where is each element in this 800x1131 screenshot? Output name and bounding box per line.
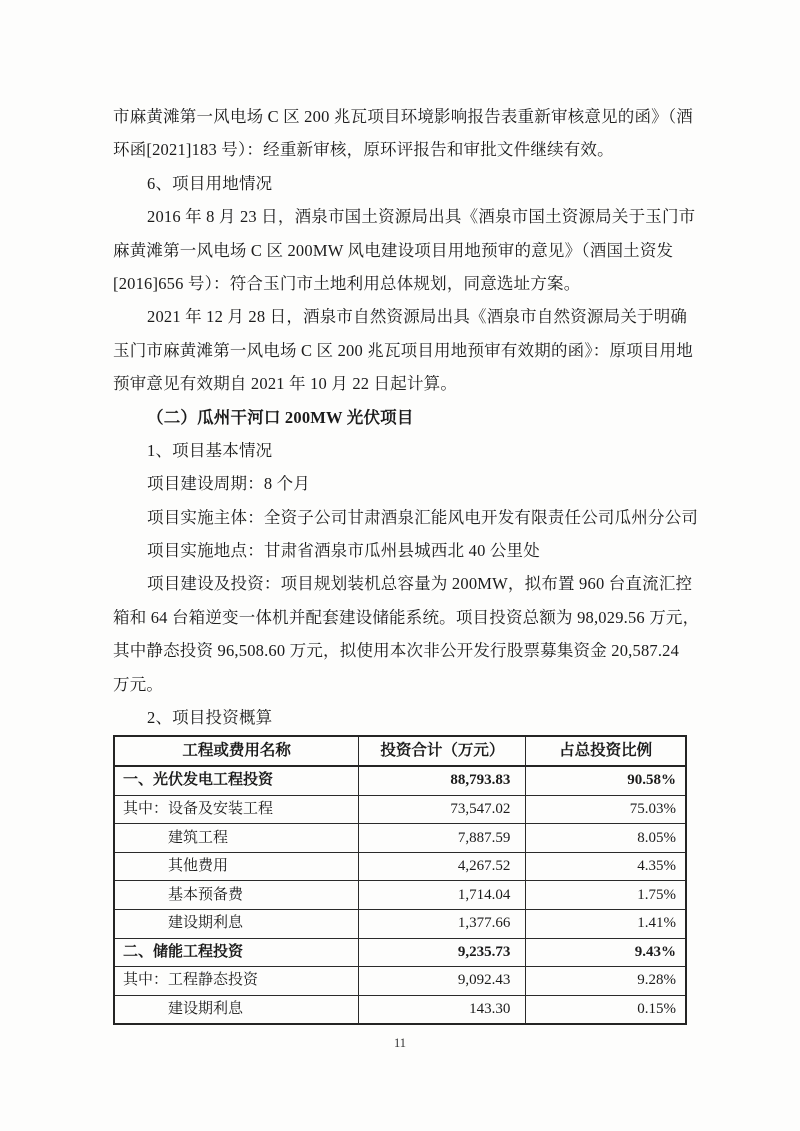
table-row (114, 824, 686, 853)
body-line: 2、项目投资概算 (147, 708, 273, 728)
investment-amount-cell: 7,887.59 (359, 824, 526, 853)
cost-item-name-cell: 二、储能工程投资 (114, 938, 359, 967)
investment-percentage-cell: 4.35% (526, 852, 686, 881)
investment-percentage-cell: 90.58% (526, 766, 686, 795)
body-line: 项目建设周期：8 个月 (147, 474, 311, 494)
table-header-cell: 工程或费用名称 (114, 736, 359, 766)
table-row (114, 795, 686, 824)
cost-item-name-cell: 建设期利息 (114, 909, 359, 938)
body-line: 项目建设及投资：项目规划装机总容量为 200MW，拟布置 960 台直流汇控 (147, 574, 693, 594)
cost-item-name-cell: 建筑工程 (114, 824, 359, 853)
cost-item-name-cell: 一、光伏发电工程投资 (114, 766, 359, 795)
cost-item-name-cell: 其中：工程静态投资 (114, 967, 359, 996)
section-heading: （二）瓜州干河口 200MW 光伏项目 (147, 407, 414, 427)
body-line: 万元。 (113, 674, 164, 694)
body-line: 其中静态投资 96,508.60 万元，拟使用本次非公开发行股票募集资金 20,587.24 (113, 641, 680, 661)
cost-item-name-cell: 建设期利息 (114, 995, 359, 1024)
investment-percentage-cell: 1.41% (526, 909, 686, 938)
investment-estimate-table (113, 735, 687, 1025)
table-row (114, 852, 686, 881)
investment-amount-cell: 1,377.66 (359, 909, 526, 938)
body-line: 玉门市麻黄滩第一风电场 C 区 200 兆瓦项目用地预审有效期的函》：原项目用地 (113, 340, 694, 360)
investment-amount-cell: 73,547.02 (359, 795, 526, 824)
table-row (114, 967, 686, 996)
table-header-row (114, 736, 686, 766)
cost-item-name-cell: 其中：设备及安装工程 (114, 795, 359, 824)
investment-amount-cell: 9,235.73 (359, 938, 526, 967)
body-line: 项目实施地点：甘肃省酒泉市瓜州县城西北 40 公里处 (147, 541, 540, 561)
body-line: 麻黄滩第一风电场 C 区 200MW 风电建设项目用地预审的意见》（酒国土资发 (113, 240, 674, 260)
body-line: 环函[2021]183 号）：经重新审核，原环评报告和审批文件继续有效。 (113, 140, 614, 160)
table-row (114, 909, 686, 938)
body-line: 项目实施主体：全资子公司甘肃酒泉汇能风电开发有限责任公司瓜州分公司 (147, 507, 699, 527)
investment-percentage-cell: 1.75% (526, 881, 686, 910)
table-header-cell: 占总投资比例 (526, 736, 686, 766)
investment-amount-cell: 1,714.04 (359, 881, 526, 910)
investment-amount-cell: 143.30 (359, 995, 526, 1024)
body-line: [2016]656 号）：符合玉门市土地利用总体规划，同意选址方案。 (113, 273, 581, 293)
body-line: 6、项目用地情况 (147, 173, 273, 193)
document-content (113, 100, 700, 1025)
body-line: 1、项目基本情况 (147, 440, 273, 460)
table-row (114, 881, 686, 910)
cost-item-name-cell: 基本预备费 (114, 881, 359, 910)
investment-amount-cell: 88,793.83 (359, 766, 526, 795)
body-text (113, 100, 700, 734)
investment-amount-cell: 4,267.52 (359, 852, 526, 881)
table-row (114, 766, 686, 795)
body-line: 箱和 64 台箱逆变一体机并配套建设储能系统。项目投资总额为 98,029.56 万元， (113, 607, 700, 627)
body-line: 市麻黄滩第一风电场 C 区 200 兆瓦项目环境影响报告表重新审核意见的函》（酒 (113, 107, 694, 126)
investment-percentage-cell: 75.03% (526, 795, 686, 824)
body-line: 2016 年 8 月 23 日，酒泉市国土资源局出具《酒泉市国土资源局关于玉门市 (147, 207, 696, 227)
table-row (114, 995, 686, 1024)
investment-percentage-cell: 8.05% (526, 824, 686, 853)
table-header-cell: 投资合计（万元） (359, 736, 526, 766)
investment-percentage-cell: 9.43% (526, 938, 686, 967)
investment-percentage-cell: 0.15% (526, 995, 686, 1024)
investment-amount-cell: 9,092.43 (359, 967, 526, 996)
body-line: 2021 年 12 月 28 日，酒泉市自然资源局出具《酒泉市自然资源局关于明确 (147, 307, 688, 327)
body-line: 预审意见有效期自 2021 年 10 月 22 日起计算。 (113, 374, 458, 394)
table-row (114, 938, 686, 967)
cost-item-name-cell: 其他费用 (114, 852, 359, 881)
page-number: 11 (393, 1036, 407, 1050)
investment-percentage-cell: 9.28% (526, 967, 686, 996)
